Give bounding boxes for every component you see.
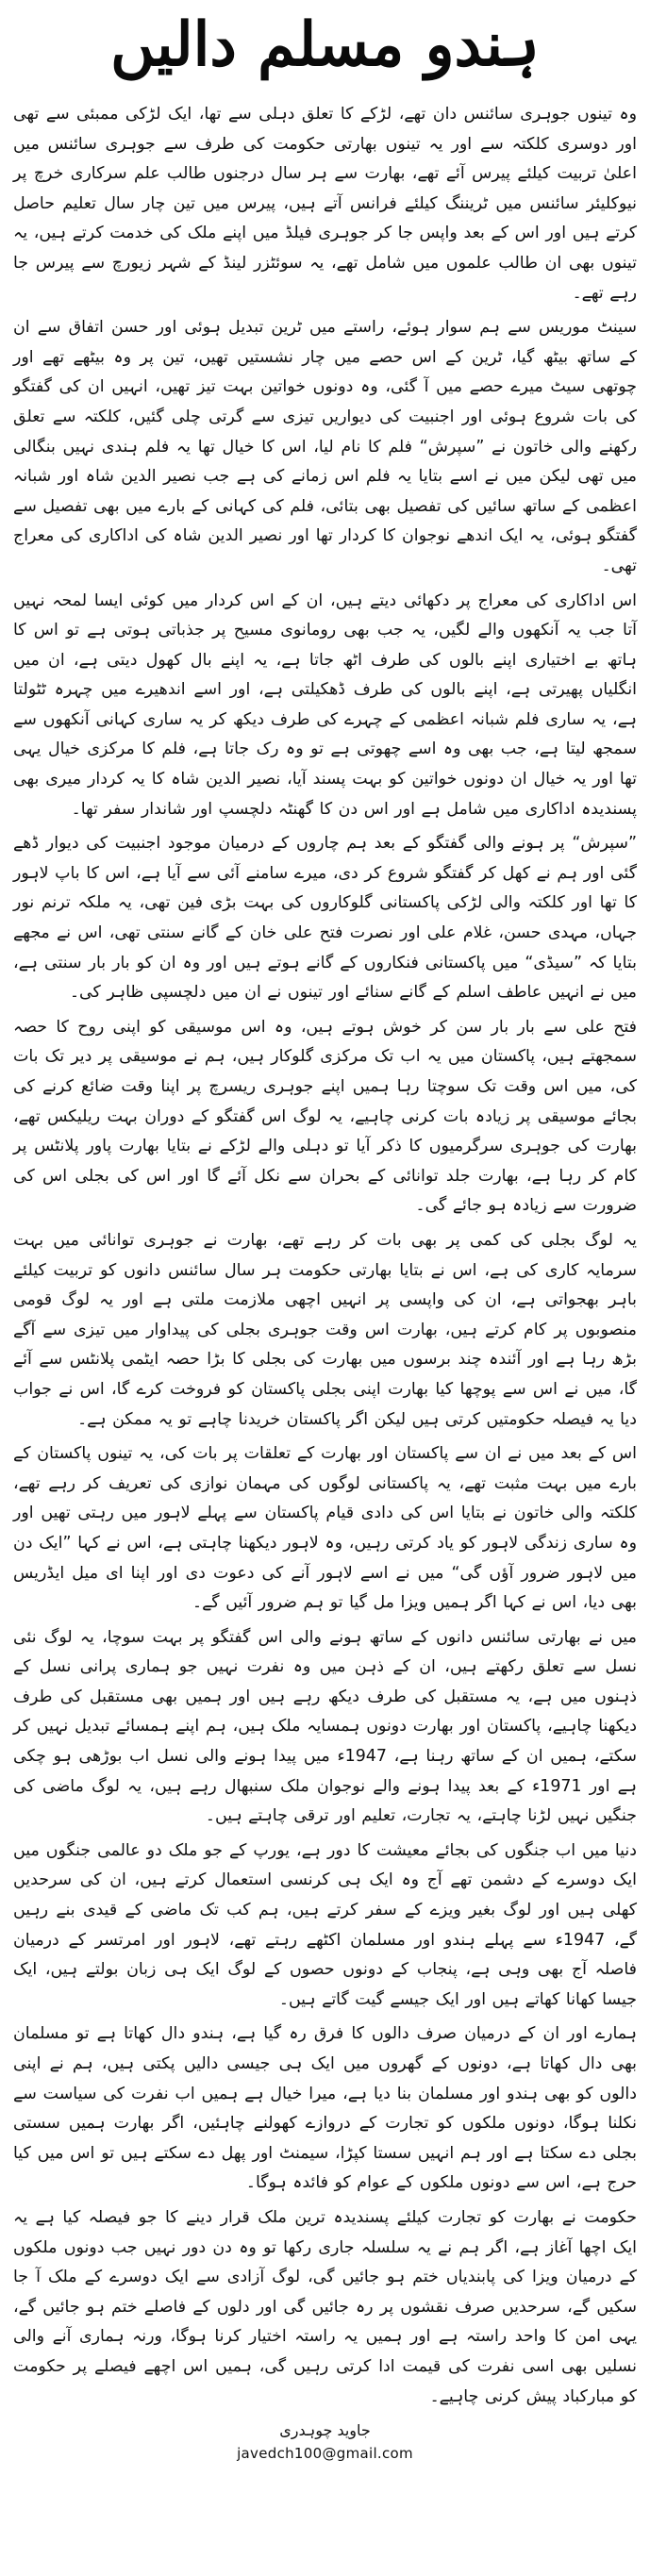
paragraph-10: ہمارے اور ان کے درمیان صرف دالوں کا فرق رہ گیا ہے، ہندو دال کھاتا ہے تو مسلمان بھی دال کھاتا ہے، دونوں کے گھروں میں ایک ہی جیسی دالیں پکتی ہیں، ہم نے اپنی دالوں کو بھی ہندو اور مسلمان بنا دیا ہے، میرا خیال ہے ہمیں اب نفرت کی سیاست سے نکلنا ہوگا، دونوں ملکوں کو تجارت کے دروازے کھولنے چاہئیں، اگر بھارت ہمیں سستی بجلی دے سکتا ہے اور ہم انہیں سستا کپڑا، سیمنٹ اور پھل دے سکتے ہیں تو اس میں کیا حرج ہے، اس سے دونوں ملکوں کے عوام کو فائدہ ہوگا۔	[13, 2024, 637, 2193]
paragraph-9: دنیا میں اب جنگوں کی بجائے معیشت کا دور ہے، یورپ کے جو ملک دو عالمی جنگوں میں ایک دوسرے کے دشمن تھے آج وہ ایک ہی کرنسی استعمال کرتے ہیں، ان کی سرحدیں کھلی ہیں اور لوگ بغیر ویزے کے سفر کرتے ہیں، ہم کب تک ماضی کے قیدی بنے رہیں گے، 1947ء سے پہلے ہندو اور مسلمان اکٹھے رہتے تھے، لاہور اور امرتسر کے درمیان فاصلہ آج بھی وہی ہے، پنجاب کے دونوں حصوں کے لوگ ایک ہی زبان بولتے ہیں، ایک جیسا کھانا کھاتے ہیں اور ایک جیسے گیت گاتے ہیں۔	[13, 1840, 637, 2009]
article-body	[13, 100, 637, 2412]
paragraph-8: میں نے بھارتی سائنس دانوں کے ساتھ ہونے والی اس گفتگو پر بہت سوچا، یہ لوگ نئی نسل سے تعلق رکھتے ہیں، ان کے ذہن میں وہ نفرت نہیں جو ہماری پرانی نسل کے ذہنوں میں ہے، یہ مستقبل کی طرف دیکھ رہے ہیں اور ہمیں بھی مستقبل کی طرف دیکھنا چاہیے، پاکستان اور بھارت دونوں ہمسایہ ملک ہیں، ہم اپنے ہمسائے تبدیل نہیں کر سکتے، ہمیں ان کے ساتھ رہنا ہے، 1947ء میں پیدا ہونے والی نسل اب بوڑھی ہو چکی ہے اور 1971ء کے بعد پیدا ہونے والے نوجوان ملک سنبھال رہے ہیں، یہ لوگ ماضی کی جنگیں نہیں لڑنا چاہتے، یہ تجارت، تعلیم اور ترقی چاہتے ہیں۔	[13, 1627, 637, 1826]
paragraph-11: حکومت نے بھارت کو تجارت کیلئے پسندیدہ ترین ملک قرار دینے کا جو فیصلہ کیا ہے یہ ایک اچھا آغاز ہے، اگر ہم نے یہ سلسلہ جاری رکھا تو وہ دن دور نہیں جب دونوں ملکوں کے درمیان ویزا کی پابندیاں ختم ہو جائیں گی، لوگ آزادی سے ایک دوسرے کے ملک آ جا سکیں گے، سرحدیں صرف نقشوں پر رہ جائیں گی اور دلوں کے فاصلے ختم ہو جائیں گے، یہی امن کا واحد راستہ ہے اور ہمیں یہ راستہ اختیار کرنا ہوگا، ورنہ ہماری آنے والی نسلیں بھی اسی نفرت کی قیمت ادا کرتی رہیں گی، ہمیں اس اچھے فیصلے پر حکومت کو مبارکباد پیش کرنی چاہیے۔	[13, 2207, 637, 2406]
paragraph-3: اس اداکاری کی معراج پر دکھائی دیتے ہیں، ان کے اس کردار میں کوئی ایسا لمحہ نہیں آتا جب یہ آنکھوں والے لگیں، یہ جب بھی رومانوی مسیح پر جذباتی ہوتی ہے تو اس کا ہاتھ بے اختیاری اپنے بالوں کی طرف اٹھ جاتا ہے، یہ اپنے بال کھول دیتی ہے، ان میں انگلیاں پھیرتی ہے، اپنے بالوں کی طرف ڈھکیلتی ہے، اور اسے اندھیرے میں چہرہ ٹٹولتا ہے، یہ ساری فلم شبانہ اعظمی کے چہرے کی طرف دیکھ کر یہ ساری کہانی آنکھوں سے سمجھ لیتا ہے، جب بھی وہ اسے چھوتی ہے تو وہ رک جاتا ہے، فلم کا مرکزی خیال یہی تھا اور یہ خیال ان دونوں خواتین کو بہت پسند آیا، نصیر الدین شاہ کا یہ کردار میری بھی پسندیدہ اداکاری میں شامل ہے اور اس دن کا گھنٹہ دلچسپ اور شاندار سفر تھا۔	[13, 590, 637, 819]
author-name: جاوید چوہدری	[279, 2421, 371, 2440]
paragraph-4: ”سپرش“ پر ہونے والی گفتگو کے بعد ہم چاروں کے درمیان موجود اجنبیت کی دیوار ڈھے گئی اور ہم نے کھل کر گفتگو شروع کر دی، میرے سامنے آئی سے آیا ہے، اس کا باپ لاہور کا تھا اور کلکتہ والی لڑکی پاکستانی گلوکاروں کی بہت بڑی فین تھی، یہ ملکہ ترنم نور جہاں، مہدی حسن، غلام علی اور نصرت فتح علی خان کے گانے سنتی تھی، اس نے مجھے بتایا کہ ”سیڈی“ میں پاکستانی فنکاروں کے گانے ہوتے ہیں اور وہ ان کو بار بار سنتی ہے، میں نے انہیں عاطف اسلم کے گانے سنائے اور تینوں نے ان میں دلچسپی ظاہر کی۔	[13, 834, 637, 1003]
paragraph-1: وہ تینوں جوہری سائنس دان تھے، لڑکے کا تعلق دہلی سے تھا، ایک لڑکی ممبئی سے تھی اور دوسری کلکتہ سے اور یہ تینوں بھارتی حکومت کی طرف سے جوہری سائنس میں اعلیٰ تربیت کیلئے پیرس آئے تھے، بھارت سے ہر سال درجنوں طالب علم سرکاری خرچ پر نیوکلیئر سائنس میں ٹریننگ کیلئے فرانس آتے ہیں، پیرس میں تین چار سال تعلیم حاصل کرتے ہیں اور اس کے بعد واپس جا کر جوہری فیلڈ میں اپنے ملک کی خدمت کرتے ہیں، یہ تینوں بھی ان طالب علموں میں شامل تھے، یہ سوئٹزر لینڈ کے شہر زیورچ سے پیرس جا رہے تھے۔	[13, 105, 637, 303]
paragraph-6: یہ لوگ بجلی کی کمی پر بھی بات کر رہے تھے، بھارت نے جوہری توانائی میں بہت سرمایہ کاری کی ہے، اس نے بتایا بھارتی حکومت ہر سال سائنس دانوں کو تربیت کیلئے باہر بھجواتی ہے، ان کی واپسی پر انہیں اچھی ملازمت ملتی ہے اور یہ لوگ قومی منصوبوں پر کام کرتے ہیں، بھارت اس وقت جوہری بجلی کی پیداوار میں تیزی سے آگے بڑھ رہا ہے اور آئندہ چند برسوں میں بھارت کی بجلی کا بڑا حصہ ایٹمی پلانٹس سے آئے گا، میں نے اس سے پوچھا کیا بھارت اپنی بجلی پاکستان کو فروخت کرے گا، اس نے جواب دیا یہ فیصلہ حکومتیں کرتی ہیں لیکن اگر پاکستان خریدنا چاہے تو یہ ممکن ہے۔	[13, 1230, 637, 1429]
paragraph-7: اس کے بعد میں نے ان سے پاکستان اور بھارت کے تعلقات پر بات کی، یہ تینوں پاکستان کے بارے میں بہت مثبت تھے، یہ پاکستانی لوگوں کی مہمان نوازی کی تعریف کر رہے تھے، کلکتہ والی خاتون نے بتایا اس کی دادی قیام پاکستان سے پہلے لاہور میں رہتی تھیں اور وہ ساری زندگی لاہور کو یاد کرتی رہیں، وہ لاہور دیکھنا چاہتی ہے، اس نے کہا ”ایک دن میں لاہور ضرور آؤں گی“ میں نے اسے لاہور آنے کی دعوت دی اور اپنا ای میل ایڈریس بھی دیا، اس نے کہا اگر ہمیں ویزا مل گیا تو ہم ضرور آئیں گے۔	[13, 1444, 637, 1613]
paragraph-5: فتح علی سے بار بار سن کر خوش ہوتے ہیں، وہ اس موسیقی کو اپنی روح کا حصہ سمجھتے ہیں، پاکستان میں یہ اب تک مرکزی گلوکار ہیں، ہم نے موسیقی پر دیر تک بات کی، میں اس وقت تک سوچتا رہا ہمیں اپنے جوہری ریسرچ پر اپنا وقت ضائع کرنے کی بجائے موسیقی پر زیادہ بات کرنی چاہیے، یہ لوگ اس گفتگو کے دوران بہت ریلیکس تھے، بھارت کی جوہری سرگرمیوں کا ذکر آیا تو دہلی والے لڑکے نے بتایا بھارت پاور پلانٹس پر کام کر رہا ہے، بھارت جلد توانائی کے بحران سے نکل آئے گا اور اس کی بجلی اس کی ضرورت سے زیادہ ہو جائے گی۔	[13, 1017, 637, 1216]
paragraph-2: سینٹ موریس سے ہم سوار ہوئے، راستے میں ٹرین تبدیل ہوئی اور حسن اتفاق سے ان کے ساتھ بیٹھ گیا، ٹرین کے اس حصے میں چار نشستیں تھیں، تین پر وہ بیٹھے تھے اور چوتھی سیٹ میرے حصے میں آ گئی، وہ دونوں خواتین بہت تیز تھیں، انہیں ان کی گفتگو کی بات شروع ہوئی اور اجنبیت کی دیواریں تیزی سے گرتی چلی گئیں، کلکتہ سے تعلق رکھنے والی خاتون نے ”سپرش“ فلم کا نام لیا، اس کا خیال تھا یہ فلم ہندی نہیں بنگالی میں تھی لیکن میں نے اسے بتایا یہ فلم اس زمانے کی ہے جب نصیر الدین شاہ اور شبانہ اعظمی کے ساتھ سائیں کی تفصیل بھی بتائی، فلم کی کہانی کے بارے میں بھی تفصیل سے گفتگو ہوئی، یہ ایک اندھے نوجوان کا کردار تھا اور نصیر الدین شاہ کی اداکاری کی معراج تھی۔	[13, 318, 637, 575]
article-headline: ہندو مسلم دالیں	[110, 9, 540, 80]
author-email: javedch100@gmail.com	[237, 2445, 413, 2463]
